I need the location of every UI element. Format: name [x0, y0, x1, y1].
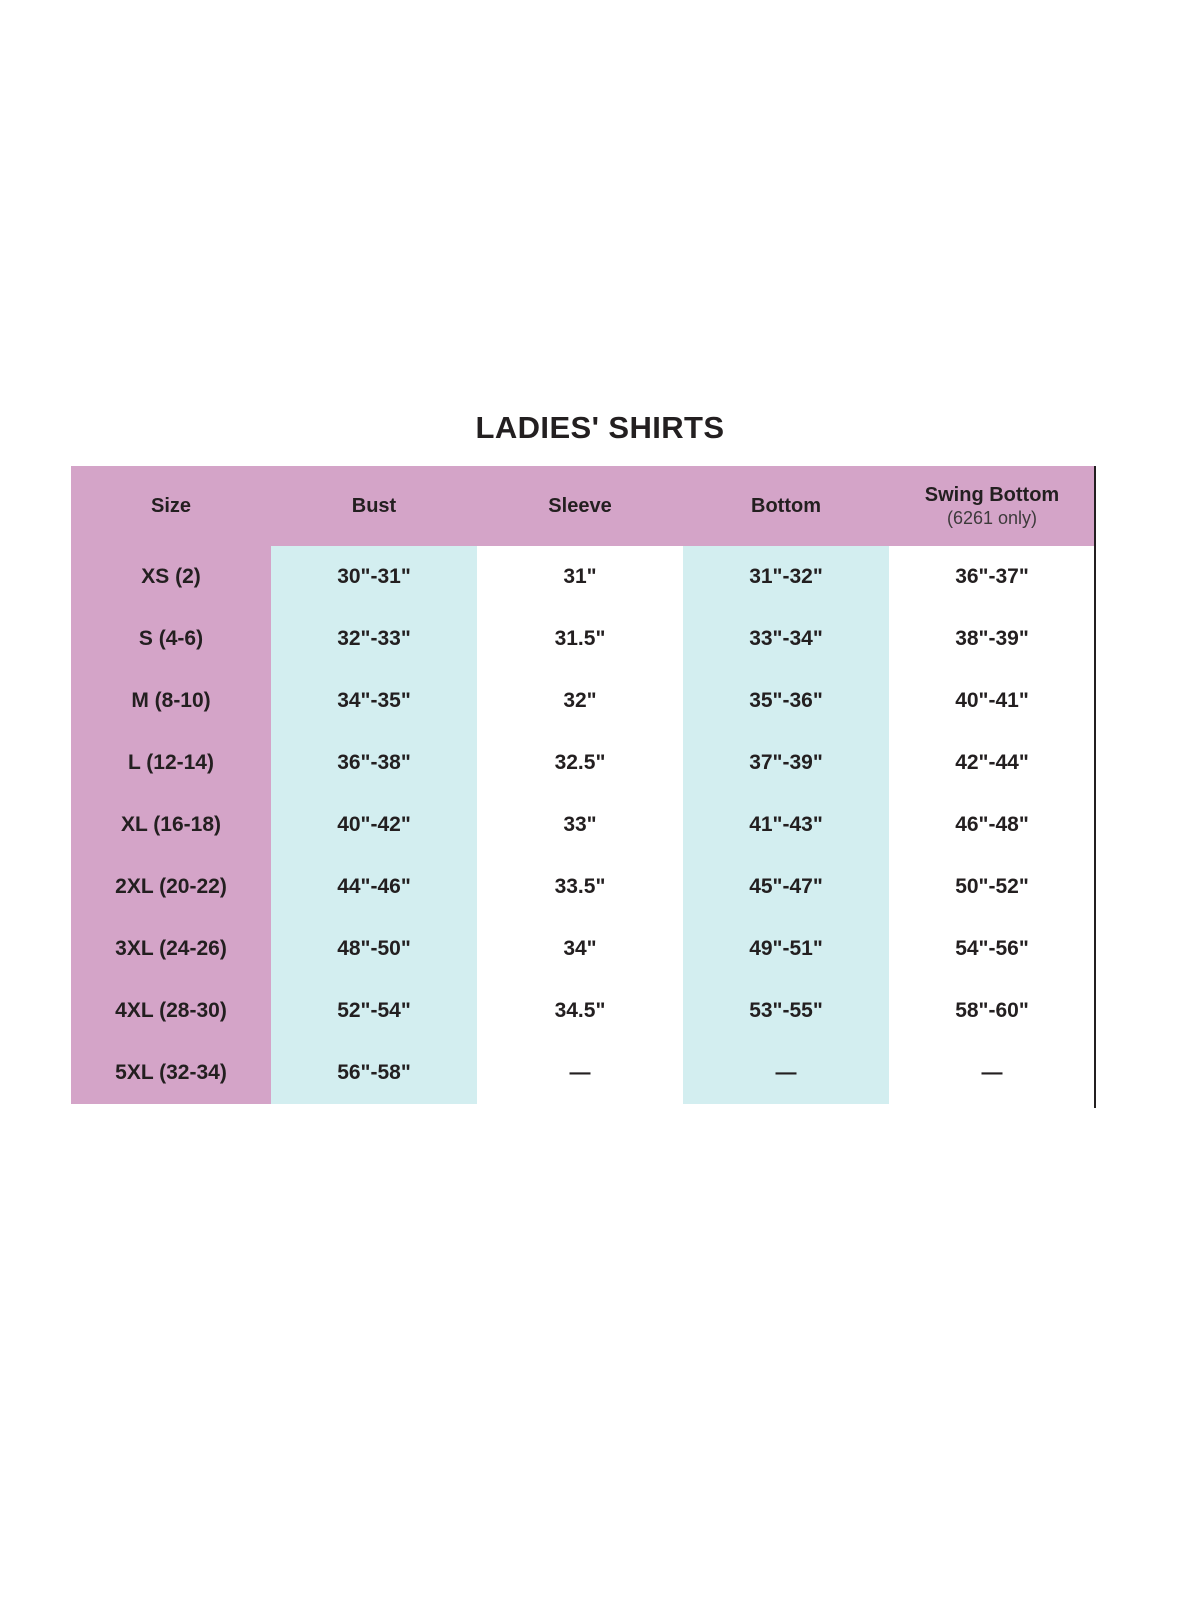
cell-size: XS (2)	[71, 546, 271, 608]
cell-size: 3XL (24-26)	[71, 918, 271, 980]
cell-bust: 48"-50"	[271, 918, 477, 980]
cell-bust: 56"-58"	[271, 1042, 477, 1104]
table-row	[71, 918, 1095, 980]
cell-swing-bottom: 46"-48"	[889, 794, 1095, 856]
page-title: LADIES' SHIRTS	[475, 410, 725, 445]
cell-size: M (8-10)	[71, 670, 271, 732]
cell-bust: 52"-54"	[271, 980, 477, 1042]
cell-sleeve: 33"	[477, 794, 683, 856]
cell-size: 2XL (20-22)	[71, 856, 271, 918]
cell-bottom: —	[683, 1042, 889, 1104]
cell-swing-bottom: 38"-39"	[889, 608, 1095, 670]
cell-sleeve: 34.5"	[477, 980, 683, 1042]
cell-bottom: 33"-34"	[683, 608, 889, 670]
column-header-bust	[271, 466, 477, 546]
cell-bottom: 45"-47"	[683, 856, 889, 918]
cell-bottom: 49"-51"	[683, 918, 889, 980]
cell-sleeve: —	[477, 1042, 683, 1104]
cell-bottom: 37"-39"	[683, 732, 889, 794]
cell-swing-bottom: —	[889, 1042, 1095, 1104]
table-row	[71, 1042, 1095, 1104]
cell-size: 4XL (28-30)	[71, 980, 271, 1042]
cell-swing-bottom: 50"-52"	[889, 856, 1095, 918]
cell-bust: 30"-31"	[271, 546, 477, 608]
cell-bust: 44"-46"	[271, 856, 477, 918]
cell-size: XL (16-18)	[71, 794, 271, 856]
column-header-size-label: Size	[150, 494, 192, 517]
column-header-sleeve-label: Sleeve	[548, 494, 612, 517]
table-header-row	[71, 466, 1095, 546]
table-row	[71, 546, 1095, 608]
cell-swing-bottom: 58"-60"	[889, 980, 1095, 1042]
column-header-bust-label: Bust	[351, 494, 397, 517]
table-right-border	[1094, 466, 1096, 1108]
column-header-sleeve	[477, 466, 683, 546]
cell-swing-bottom: 36"-37"	[889, 546, 1095, 608]
cell-bust: 40"-42"	[271, 794, 477, 856]
cell-sleeve: 33.5"	[477, 856, 683, 918]
cell-bottom: 35"-36"	[683, 670, 889, 732]
column-header-swing-bottom	[889, 466, 1095, 546]
size-chart-table	[71, 466, 1095, 1104]
table-body	[71, 546, 1095, 1104]
column-header-swing-bottom-note: (6261 only)	[946, 507, 1038, 528]
cell-bust: 36"-38"	[271, 732, 477, 794]
cell-sleeve: 32"	[477, 670, 683, 732]
cell-size: 5XL (32-34)	[71, 1042, 271, 1104]
table-row	[71, 794, 1095, 856]
cell-size: L (12-14)	[71, 732, 271, 794]
cell-bottom: 31"-32"	[683, 546, 889, 608]
table-row	[71, 856, 1095, 918]
size-chart-table-wrapper	[71, 466, 1095, 1104]
column-header-bottom-label: Bottom	[751, 494, 821, 517]
cell-bottom: 41"-43"	[683, 794, 889, 856]
cell-bust: 34"-35"	[271, 670, 477, 732]
cell-sleeve: 32.5"	[477, 732, 683, 794]
table-row	[71, 732, 1095, 794]
cell-swing-bottom: 54"-56"	[889, 918, 1095, 980]
table-header	[71, 466, 1095, 546]
cell-sleeve: 31"	[477, 546, 683, 608]
cell-swing-bottom: 42"-44"	[889, 732, 1095, 794]
column-header-bottom	[683, 466, 889, 546]
column-header-size	[71, 466, 271, 546]
column-header-swing-bottom-label: Swing Bottom	[924, 483, 1060, 506]
cell-swing-bottom: 40"-41"	[889, 670, 1095, 732]
table-row	[71, 670, 1095, 732]
table-row	[71, 980, 1095, 1042]
cell-size: S (4-6)	[71, 608, 271, 670]
cell-bust: 32"-33"	[271, 608, 477, 670]
cell-bottom: 53"-55"	[683, 980, 889, 1042]
table-row	[71, 608, 1095, 670]
cell-sleeve: 34"	[477, 918, 683, 980]
cell-sleeve: 31.5"	[477, 608, 683, 670]
